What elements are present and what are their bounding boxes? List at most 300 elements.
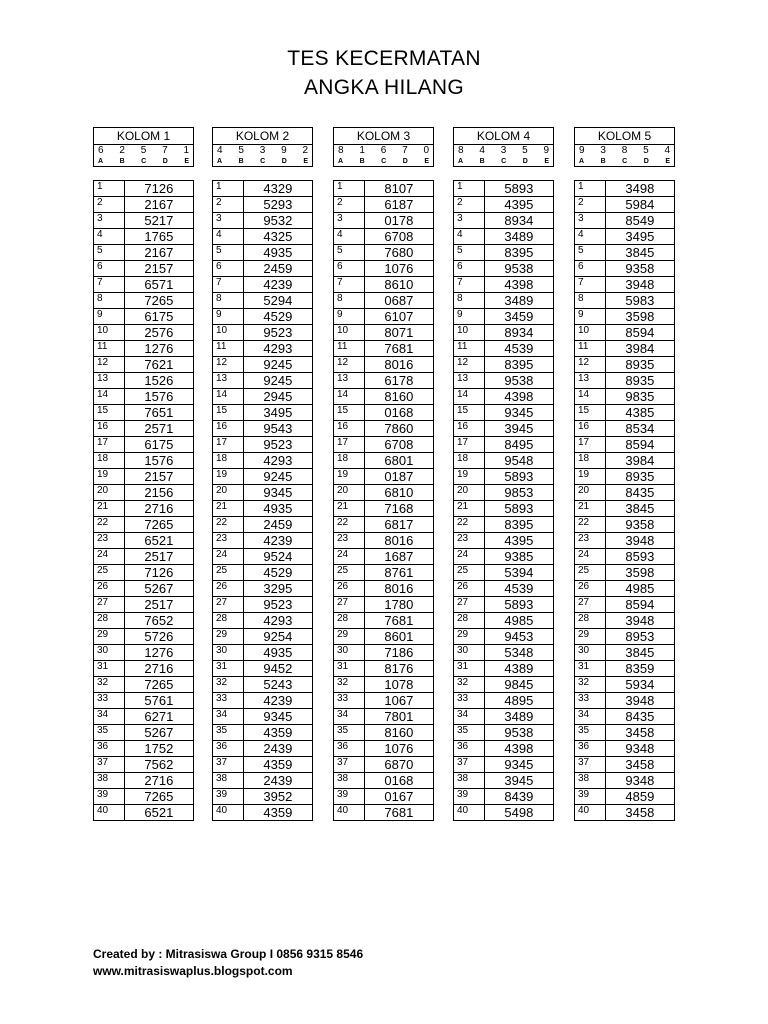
question-number: 19 (575, 469, 606, 485)
table-row (213, 629, 313, 645)
table-row (454, 181, 554, 197)
question-number: 11 (454, 341, 485, 357)
question-number: 37 (334, 757, 365, 773)
table-row (454, 789, 554, 805)
question-value: 4293 (243, 453, 312, 469)
question-number: 32 (575, 677, 606, 693)
question-value: 3489 (484, 293, 553, 309)
table-row (94, 181, 194, 197)
question-number: 33 (575, 693, 606, 709)
key-letter: E (665, 158, 670, 165)
question-number: 31 (454, 661, 485, 677)
question-number: 12 (575, 357, 606, 373)
table-row (213, 181, 313, 197)
table-row (454, 677, 554, 693)
question-value: 4895 (484, 693, 553, 709)
question-value: 9538 (484, 373, 553, 389)
table-row (334, 677, 434, 693)
table-row (575, 725, 675, 741)
question-number: 34 (94, 709, 125, 725)
question-number: 10 (213, 325, 244, 341)
table-row (94, 549, 194, 565)
question-number: 30 (454, 645, 485, 661)
question-value: 5243 (243, 677, 312, 693)
question-value: 7186 (364, 645, 433, 661)
table-row (334, 197, 434, 213)
table-row (575, 597, 675, 613)
question-number: 28 (454, 613, 485, 629)
question-number: 9 (94, 309, 125, 325)
question-number: 12 (94, 357, 125, 373)
key-letter: C (260, 158, 266, 165)
table-row (213, 581, 313, 597)
question-number: 1 (334, 181, 365, 197)
question-value: 3948 (605, 693, 674, 709)
question-value: 6817 (364, 517, 433, 533)
table-row (334, 309, 434, 325)
table-row (454, 597, 554, 613)
table-row (213, 293, 313, 309)
question-value: 9348 (605, 773, 674, 789)
question-value: 7651 (124, 405, 193, 421)
key-letters (98, 157, 189, 167)
table-row (454, 325, 554, 341)
question-value: 9345 (484, 405, 553, 421)
question-value: 5893 (484, 597, 553, 613)
question-value: 6801 (364, 453, 433, 469)
question-number: 35 (94, 725, 125, 741)
table-row (94, 677, 194, 693)
question-number: 8 (334, 293, 365, 309)
question-value: 0687 (364, 293, 433, 309)
question-value: 1780 (364, 597, 433, 613)
table-row (213, 549, 313, 565)
table-row (454, 661, 554, 677)
question-number: 32 (334, 677, 365, 693)
question-number: 31 (94, 661, 125, 677)
key-digit: 4 (479, 145, 485, 156)
question-value: 2439 (243, 773, 312, 789)
question-value: 4239 (243, 277, 312, 293)
question-number: 4 (575, 229, 606, 245)
table-row (94, 325, 194, 341)
question-value: 6521 (124, 805, 193, 821)
question-value: 7681 (364, 341, 433, 357)
question-value: 4239 (243, 533, 312, 549)
question-number: 14 (575, 389, 606, 405)
key-digit: 5 (238, 145, 244, 156)
question-value: 9538 (484, 261, 553, 277)
table-row (454, 501, 554, 517)
table-row (575, 229, 675, 245)
question-value: 1276 (124, 341, 193, 357)
table-row (213, 677, 313, 693)
question-number: 21 (94, 501, 125, 517)
table-row (94, 213, 194, 229)
question-value: 5498 (484, 805, 553, 821)
table-row (94, 373, 194, 389)
table-row (94, 533, 194, 549)
question-value: 4985 (605, 581, 674, 597)
question-value: 9385 (484, 549, 553, 565)
table-row (454, 693, 554, 709)
key-letter: D (643, 158, 649, 165)
question-value: 4859 (605, 789, 674, 805)
question-value: 8395 (484, 245, 553, 261)
table-row (575, 677, 675, 693)
question-number: 31 (575, 661, 606, 677)
question-value: 8435 (605, 485, 674, 501)
key-letter: A (217, 158, 223, 165)
question-value: 7126 (124, 181, 193, 197)
question-number: 17 (213, 437, 244, 453)
question-value: 2517 (124, 597, 193, 613)
table-row (213, 757, 313, 773)
table-row (213, 277, 313, 293)
table-row (94, 725, 194, 741)
question-number: 16 (213, 421, 244, 437)
table-row (213, 357, 313, 373)
table-row (213, 453, 313, 469)
question-number: 14 (454, 389, 485, 405)
table-row (454, 277, 554, 293)
table-row (575, 565, 675, 581)
question-number: 22 (213, 517, 244, 533)
table-row (334, 517, 434, 533)
table-row (213, 725, 313, 741)
question-number: 23 (213, 533, 244, 549)
table-row (94, 709, 194, 725)
question-number: 12 (334, 357, 365, 373)
question-value: 8761 (364, 565, 433, 581)
question-value: 4529 (243, 565, 312, 581)
question-value: 5348 (484, 645, 553, 661)
table-row (454, 709, 554, 725)
question-value: 6708 (364, 229, 433, 245)
question-number: 18 (334, 453, 365, 469)
question-number: 39 (575, 789, 606, 805)
question-value: 5726 (124, 629, 193, 645)
question-value: 0178 (364, 213, 433, 229)
page-title: TES KECERMATAN (287, 47, 481, 70)
question-value: 8439 (484, 789, 553, 805)
question-value: 7265 (124, 677, 193, 693)
question-value: 3945 (484, 773, 553, 789)
table-row (334, 565, 434, 581)
question-value: 6571 (124, 277, 193, 293)
question-value: 9543 (243, 421, 312, 437)
table-row (94, 613, 194, 629)
key-digit: 5 (140, 145, 147, 156)
key-digit: 2 (302, 145, 308, 156)
question-number: 28 (575, 613, 606, 629)
question-number: 7 (94, 277, 125, 293)
table-row (334, 277, 434, 293)
table-row (454, 421, 554, 437)
question-value: 2716 (124, 501, 193, 517)
question-value: 3948 (605, 613, 674, 629)
table-row (94, 357, 194, 373)
question-number: 11 (94, 341, 125, 357)
table-row (334, 501, 434, 517)
question-number: 18 (575, 453, 606, 469)
question-value: 9538 (484, 725, 553, 741)
question-number: 5 (334, 245, 365, 261)
table-row (454, 533, 554, 549)
question-value: 7126 (124, 565, 193, 581)
table-row (94, 773, 194, 789)
table-row (213, 501, 313, 517)
question-number: 19 (334, 469, 365, 485)
question-value: 8594 (605, 437, 674, 453)
table-row (213, 661, 313, 677)
question-number: 17 (334, 437, 365, 453)
question-number: 36 (213, 741, 244, 757)
question-number: 1 (213, 181, 244, 197)
question-value: 4293 (243, 341, 312, 357)
question-value: 7652 (124, 613, 193, 629)
question-value: 3495 (605, 229, 674, 245)
question-number: 29 (454, 629, 485, 645)
question-number: 37 (575, 757, 606, 773)
table-row (94, 645, 194, 661)
key-letter: B (479, 158, 485, 165)
question-value: 9245 (243, 357, 312, 373)
question-value: 1752 (124, 741, 193, 757)
question-value: 8935 (605, 373, 674, 389)
question-value: 8176 (364, 661, 433, 677)
question-value: 4935 (243, 501, 312, 517)
question-number: 33 (334, 693, 365, 709)
table-row (575, 421, 675, 437)
table-row (94, 437, 194, 453)
question-value: 8160 (364, 725, 433, 741)
question-value: 6178 (364, 373, 433, 389)
table-row (575, 373, 675, 389)
key-letter: D (162, 158, 168, 165)
question-number: 4 (213, 229, 244, 245)
question-value: 2576 (124, 325, 193, 341)
question-number: 38 (575, 773, 606, 789)
question-value: 6187 (364, 197, 433, 213)
question-value: 9452 (243, 661, 312, 677)
table-row (334, 741, 434, 757)
table-row (575, 357, 675, 373)
question-value: 2156 (124, 485, 193, 501)
question-value: 7265 (124, 517, 193, 533)
table-row (334, 213, 434, 229)
question-number: 38 (213, 773, 244, 789)
table-row (213, 421, 313, 437)
table-row (575, 325, 675, 341)
question-number: 6 (213, 261, 244, 277)
table-row (575, 533, 675, 549)
question-number: 29 (94, 629, 125, 645)
key-letter: A (338, 158, 344, 165)
question-number: 17 (575, 437, 606, 453)
question-number: 13 (334, 373, 365, 389)
question-number: 15 (454, 405, 485, 421)
page-subtitle: ANGKA HILANG (304, 76, 464, 99)
kolom-key-box (453, 127, 554, 167)
question-number: 13 (213, 373, 244, 389)
table-row (575, 213, 675, 229)
question-number: 2 (454, 197, 485, 213)
table-row (334, 533, 434, 549)
question-number: 9 (575, 309, 606, 325)
question-number: 39 (94, 789, 125, 805)
question-number: 20 (334, 485, 365, 501)
table-row (213, 709, 313, 725)
table-row (454, 469, 554, 485)
table-row (334, 485, 434, 501)
question-value: 1687 (364, 549, 433, 565)
question-value: 6521 (124, 533, 193, 549)
question-number: 35 (334, 725, 365, 741)
question-number: 30 (213, 645, 244, 661)
question-value: 8016 (364, 533, 433, 549)
key-letter: B (600, 158, 606, 165)
question-value: 7168 (364, 501, 433, 517)
question-number: 30 (334, 645, 365, 661)
table-row (575, 517, 675, 533)
question-value: 9254 (243, 629, 312, 645)
question-number: 33 (94, 693, 125, 709)
key-digit: 3 (600, 145, 606, 156)
key-digit: 8 (338, 145, 344, 156)
question-value: 8601 (364, 629, 433, 645)
question-number: 21 (213, 501, 244, 517)
question-number: 17 (94, 437, 125, 453)
question-number: 3 (213, 213, 244, 229)
question-number: 8 (213, 293, 244, 309)
table-row (213, 485, 313, 501)
question-number: 31 (213, 661, 244, 677)
table-row (575, 805, 675, 821)
table-row (213, 437, 313, 453)
question-value: 2571 (124, 421, 193, 437)
question-value: 6271 (124, 709, 193, 725)
question-number: 13 (94, 373, 125, 389)
key-letters (217, 157, 308, 167)
kolom-key-box (212, 127, 313, 167)
question-number: 36 (94, 741, 125, 757)
table-row (575, 741, 675, 757)
question-number: 16 (334, 421, 365, 437)
question-value: 8495 (484, 437, 553, 453)
question-number: 10 (575, 325, 606, 341)
question-number: 35 (454, 725, 485, 741)
question-number: 33 (454, 693, 485, 709)
question-value: 3948 (605, 277, 674, 293)
kolom-key-box (574, 127, 675, 167)
key-digit: 5 (643, 145, 649, 156)
key-letters (579, 157, 670, 167)
kolom-key-box (333, 127, 434, 167)
question-number: 6 (454, 261, 485, 277)
question-value: 8395 (484, 357, 553, 373)
table-row (213, 645, 313, 661)
table-row (334, 261, 434, 277)
question-value: 7562 (124, 757, 193, 773)
table-row (454, 645, 554, 661)
question-value: 7860 (364, 421, 433, 437)
table-row (454, 485, 554, 501)
table-row (213, 597, 313, 613)
question-number: 40 (213, 805, 244, 821)
table-row (334, 725, 434, 741)
question-number: 27 (334, 597, 365, 613)
question-number: 5 (454, 245, 485, 261)
question-value: 1576 (124, 389, 193, 405)
table-row (334, 789, 434, 805)
question-value: 6175 (124, 309, 193, 325)
question-number: 25 (213, 565, 244, 581)
table-row (575, 485, 675, 501)
question-number: 27 (454, 597, 485, 613)
question-value: 2167 (124, 245, 193, 261)
question-number: 20 (454, 485, 485, 501)
question-value: 9548 (484, 453, 553, 469)
key-digit: 3 (500, 145, 507, 156)
kolom-title: KOLOM 4 (454, 128, 553, 145)
kolom-title: KOLOM 1 (94, 128, 193, 145)
key-digit: 4 (664, 145, 670, 156)
question-value: 4398 (484, 741, 553, 757)
question-number: 32 (454, 677, 485, 693)
table-row (575, 309, 675, 325)
question-value: 2459 (243, 517, 312, 533)
question-number: 39 (454, 789, 485, 805)
question-number: 37 (94, 757, 125, 773)
table-row (454, 261, 554, 277)
question-value: 3458 (605, 757, 674, 773)
table-row (94, 261, 194, 277)
table-row (213, 389, 313, 405)
question-number: 32 (94, 677, 125, 693)
question-number: 21 (334, 501, 365, 517)
key-letters (458, 157, 549, 167)
question-number: 27 (94, 597, 125, 613)
table-row (334, 437, 434, 453)
question-value: 5267 (124, 581, 193, 597)
question-number: 8 (575, 293, 606, 309)
table-row (454, 229, 554, 245)
table-row (94, 501, 194, 517)
question-value: 2517 (124, 549, 193, 565)
table-row (334, 629, 434, 645)
table-row (94, 517, 194, 533)
question-value: 9853 (484, 485, 553, 501)
question-value: 8935 (605, 357, 674, 373)
table-row (334, 181, 434, 197)
question-number: 26 (334, 581, 365, 597)
question-number: 18 (213, 453, 244, 469)
table-row (94, 469, 194, 485)
question-number: 39 (334, 789, 365, 805)
question-number: 5 (575, 245, 606, 261)
question-number: 6 (94, 261, 125, 277)
table-row (454, 741, 554, 757)
table-row (94, 197, 194, 213)
question-value: 8359 (605, 661, 674, 677)
question-value: 8435 (605, 709, 674, 725)
question-number: 6 (334, 261, 365, 277)
table-row (94, 293, 194, 309)
table-row (334, 773, 434, 789)
question-number: 40 (454, 805, 485, 821)
question-number: 34 (213, 709, 244, 725)
